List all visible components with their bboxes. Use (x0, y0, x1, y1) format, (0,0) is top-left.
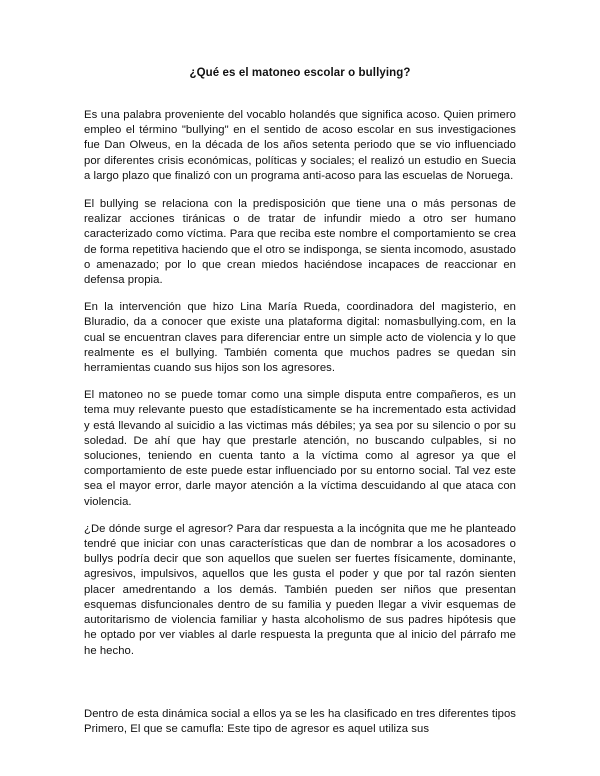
paragraph-origin: Es una palabra proveniente del vocablo holandés que significa acoso. Quien primero empleo el término "bullying" en el sentido de acoso escolar en sus investigaciones fue Dan Olweus, en la década de los años setenta periodo que se vio influenciado por diferentes crisis económicas, políticas y sociales; el realizó un estudio en Suecia a largo plazo que finalizó con un programa anti-acoso para las escuelas de Noruega. (84, 109, 516, 182)
paragraph-classification: Dentro de esta dinámica social a ellos ya se les ha clasificado en tres diferentes tipos Primero, El que se camufla: Este tipo de agresor es aquel utiliza sus (84, 707, 516, 735)
document-body (84, 108, 516, 749)
paragraph-relevance: El matoneo no se puede tomar como una simple disputa entre compañeros, es un tema muy relevante puesto que estadísticamente se ha incrementado esta actividad y está llevando al suicidio a las victimas más débiles; ya sea por su silencio o por su soledad. De ahí que hay que prestarle atención, no buscando culpables, si no soluciones, teniendo en cuenta tanto a la víctima como al agresor ya que el comportamiento de este puede estar influenciado por su entorno social. Tal vez este sea el mayor error, darle mayor atención a la víctima descuidando al que ataca con violencia. (84, 389, 516, 508)
paragraph-aggressor-origin: ¿De dónde surge el agresor? Para dar respuesta a la incógnita que me he planteado tendré que iniciar con unas características que dan de nombrar a los acosadores o bullys podría decir que son aquellos que suelen ser fuertes físicamente, dominante, agresivos, impulsivos, aquellos que les gusta el poder y que por tal razón sienten placer amedrentando a los demás. También pueden ser niños que presentan esquemas disfuncionales dentro de su familia y pueden llegar a vivir esquemas de autoritarismo de violencia familiar y hasta alcoholismo de sus padres hipótesis que he optado por ver viables al darle respuesta la pregunta que al inicio del párrafo me he hecho. (84, 522, 516, 657)
paragraph-definition: El bullying se relaciona con la predisposición que tiene una o más personas de realizar acciones tiránicas o de tratar de infundir miedo a otro ser humano caracterizado como víctima. Para que reciba este nombre el comportamiento se crea de forma repetitiva haciendo que el otro se indisponga, se sienta incomodo, asustado o amenazado; por lo que crean miedos haciéndose incapaces de reaccionar en defensa propia. (84, 198, 516, 287)
document-title: ¿Qué es el matoneo escolar o bullying? (189, 67, 411, 79)
paragraph-intervention: En la intervención que hizo Lina María Rueda, coordinadora del magisterio, en Bluradio, da a conocer que existe una plataforma digital: nomasbullying.com, en la cual se encuentran claves para diferenciar entre un simple acto de violencia y lo que realmente es el bullying. También comenta que muchos padres se quedan sin herramientas cuando sus hijos son los agresores. (84, 301, 516, 375)
